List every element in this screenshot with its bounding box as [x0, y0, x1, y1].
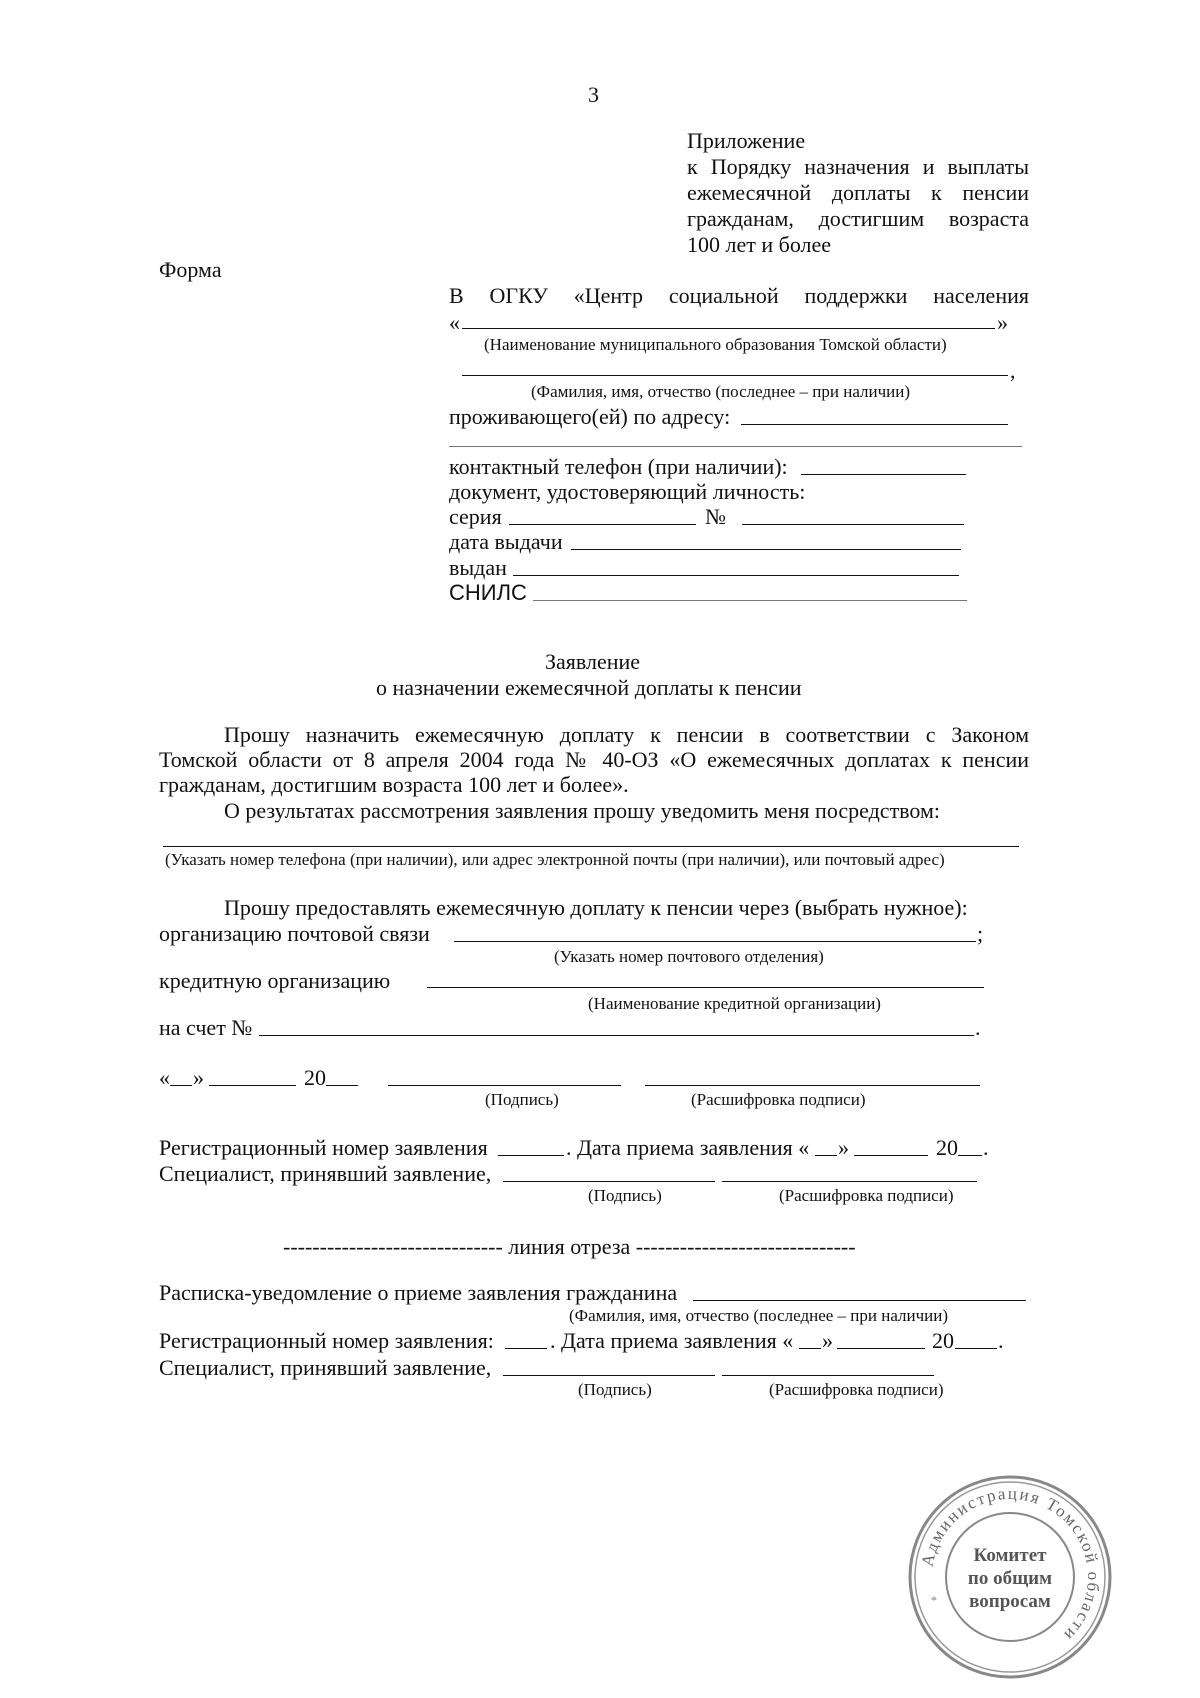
fio-caption: (Фамилия, имя, отчество (последнее – при наличии): [531, 382, 911, 401]
address-field[interactable]: [741, 424, 1008, 425]
page-number: 3: [588, 82, 599, 107]
phone-label: контактный телефон (при наличии):: [449, 454, 788, 479]
appendix-line: гражданам, достигшим возраста: [687, 206, 1029, 231]
phone-field[interactable]: [801, 474, 966, 475]
receipt-specialist-decoding-field[interactable]: [722, 1375, 934, 1376]
issued-by-label: выдан: [449, 555, 507, 580]
date-day-field[interactable]: [170, 1085, 192, 1086]
address-label: проживающего(ей) по адресу:: [449, 404, 731, 429]
credit-field[interactable]: [427, 987, 984, 988]
municipality-field[interactable]: [462, 328, 995, 329]
reg-year-field[interactable]: [958, 1155, 982, 1156]
notify-field[interactable]: [163, 846, 1019, 847]
number-label: №: [705, 504, 726, 529]
date-year-field[interactable]: [326, 1085, 358, 1086]
reg-date-close: »: [838, 1135, 849, 1160]
stamp-center-line: вопросам: [969, 1591, 1051, 1612]
receipt-reg-day-field[interactable]: [799, 1348, 821, 1349]
cut-line: ------------------------------ линия отреза ------------------------------: [283, 1234, 856, 1259]
appendix-title: Приложение: [687, 128, 806, 153]
receipt-fio-caption: (Фамилия, имя, отчество (последнее – при наличии): [569, 1306, 949, 1325]
signature-field[interactable]: [388, 1085, 621, 1086]
receipt-reg-year-prefix: 20: [932, 1328, 954, 1353]
fio-comma: ,: [1010, 358, 1016, 383]
receipt-decoding-caption: (Расшифровка подписи): [769, 1380, 944, 1399]
specialist-signature-field[interactable]: [503, 1181, 715, 1182]
appendix-line: ежемесячной доплаты к пенсии: [687, 180, 1029, 205]
specialist-label: Специалист, принявший заявление,: [159, 1161, 492, 1186]
snils-label: СНИЛС: [449, 580, 527, 605]
receipt-reg-month-field[interactable]: [837, 1348, 925, 1349]
stamp-center-line: по общим: [967, 1568, 1053, 1589]
receipt-reg-date-label: . Дата приема заявления «: [550, 1328, 794, 1353]
postal-field[interactable]: [454, 941, 976, 942]
notify-paragraph: О результатах рассмотрения заявления прошу уведомить меня посредством:: [224, 798, 941, 823]
paragraph-line: гражданам, достигшим возраста 100 лет и более».: [159, 772, 629, 797]
paragraph-line: Томской области от 8 апреля 2004 года № 40-ОЗ «О ежемесячных доплатах к пенсии: [159, 747, 1029, 772]
receipt-signature-caption: (Подпись): [578, 1380, 652, 1399]
statement-title: Заявление: [545, 649, 641, 674]
id-doc-label: документ, удостоверяющий личность:: [449, 479, 806, 504]
signature-caption: (Подпись): [485, 1090, 559, 1109]
date-open-quote: «: [159, 1065, 170, 1090]
receipt-specialist-signature-field[interactable]: [503, 1375, 715, 1376]
reg-day-field[interactable]: [815, 1155, 837, 1156]
issue-date-label: дата выдачи: [449, 529, 563, 554]
receipt-reg-date-close: »: [822, 1328, 833, 1353]
postal-end: ;: [977, 921, 984, 946]
stamp-center-text: [940, 1544, 1080, 1613]
account-field[interactable]: [259, 1035, 974, 1036]
paragraph-line: Прошу назначить ежемесячную доплату к пенсии в соответствии с Законом: [224, 722, 1029, 747]
issue-date-field[interactable]: [571, 549, 961, 550]
account-end: .: [975, 1015, 981, 1040]
reg-month-field[interactable]: [854, 1155, 928, 1156]
address-field-2[interactable]: [449, 446, 1022, 447]
appendix-line: 100 лет и более: [687, 232, 832, 257]
credit-label: кредитную организацию: [159, 968, 391, 993]
signature-decoding-field[interactable]: [645, 1085, 980, 1086]
open-quote: «: [449, 310, 460, 335]
series-field[interactable]: [509, 524, 696, 525]
reg-year-prefix: 20: [936, 1135, 958, 1160]
receipt-label: Расписка-уведомление о приеме заявления гражданина: [159, 1280, 678, 1305]
number-field[interactable]: [742, 524, 964, 525]
postal-caption: (Указать номер почтового отделения): [554, 947, 824, 966]
reg-number-field[interactable]: [498, 1155, 564, 1156]
notify-caption: (Указать номер телефона (при наличии), или адрес электронной почты (при наличии), или почтовый адрес): [165, 850, 945, 869]
stamp-ring-text: Администрация Томской области: [917, 1483, 1104, 1646]
decoding-caption: (Расшифровка подписи): [691, 1090, 866, 1109]
specialist-decoding-caption: (Расшифровка подписи): [779, 1186, 954, 1205]
statement-subtitle: о назначении ежемесячной доплаты к пенсии: [376, 675, 802, 700]
payment-paragraph: Прошу предоставлять ежемесячную доплату к пенсии через (выбрать нужное):: [224, 895, 968, 920]
close-quote: »: [997, 310, 1008, 335]
account-label: на счет №: [159, 1015, 253, 1040]
issued-by-field[interactable]: [513, 575, 959, 576]
receipt-reg-year-field[interactable]: [955, 1348, 997, 1349]
date-year-prefix: 20: [304, 1065, 326, 1090]
svg-text:*: *: [931, 1593, 937, 1607]
receipt-reg-end: .: [998, 1328, 1004, 1353]
snils-field[interactable]: [533, 600, 967, 601]
reg-label: Регистрационный номер заявления: [159, 1135, 488, 1160]
series-label: серия: [449, 504, 502, 529]
credit-caption: (Наименование кредитной организации): [588, 994, 881, 1013]
appendix-line: к Порядку назначения и выплаты: [687, 154, 1029, 179]
specialist-signature-caption: (Подпись): [588, 1186, 662, 1205]
reg-end: .: [983, 1135, 989, 1160]
receipt-reg-label: Регистрационный номер заявления:: [159, 1328, 494, 1353]
fio-field[interactable]: [462, 375, 1008, 376]
receipt-fio-field[interactable]: [693, 1300, 1026, 1301]
postal-label: организацию почтовой связи: [159, 921, 430, 946]
recipient-line1: В ОГКУ «Центр социальной поддержки населения: [449, 283, 1029, 308]
stamp-center-line: Комитет: [973, 1545, 1047, 1566]
form-label: Форма: [159, 257, 222, 282]
official-stamp: [905, 1472, 1115, 1682]
date-close-quote: »: [193, 1065, 204, 1090]
receipt-reg-number-field[interactable]: [505, 1348, 547, 1349]
reg-date-label: . Дата приема заявления «: [566, 1135, 810, 1160]
specialist-decoding-field[interactable]: [722, 1181, 977, 1182]
receipt-specialist-label: Специалист, принявший заявление,: [159, 1355, 492, 1380]
date-month-field[interactable]: [209, 1085, 296, 1086]
municipality-caption: (Наименование муниципального образования Томской области): [484, 335, 947, 354]
